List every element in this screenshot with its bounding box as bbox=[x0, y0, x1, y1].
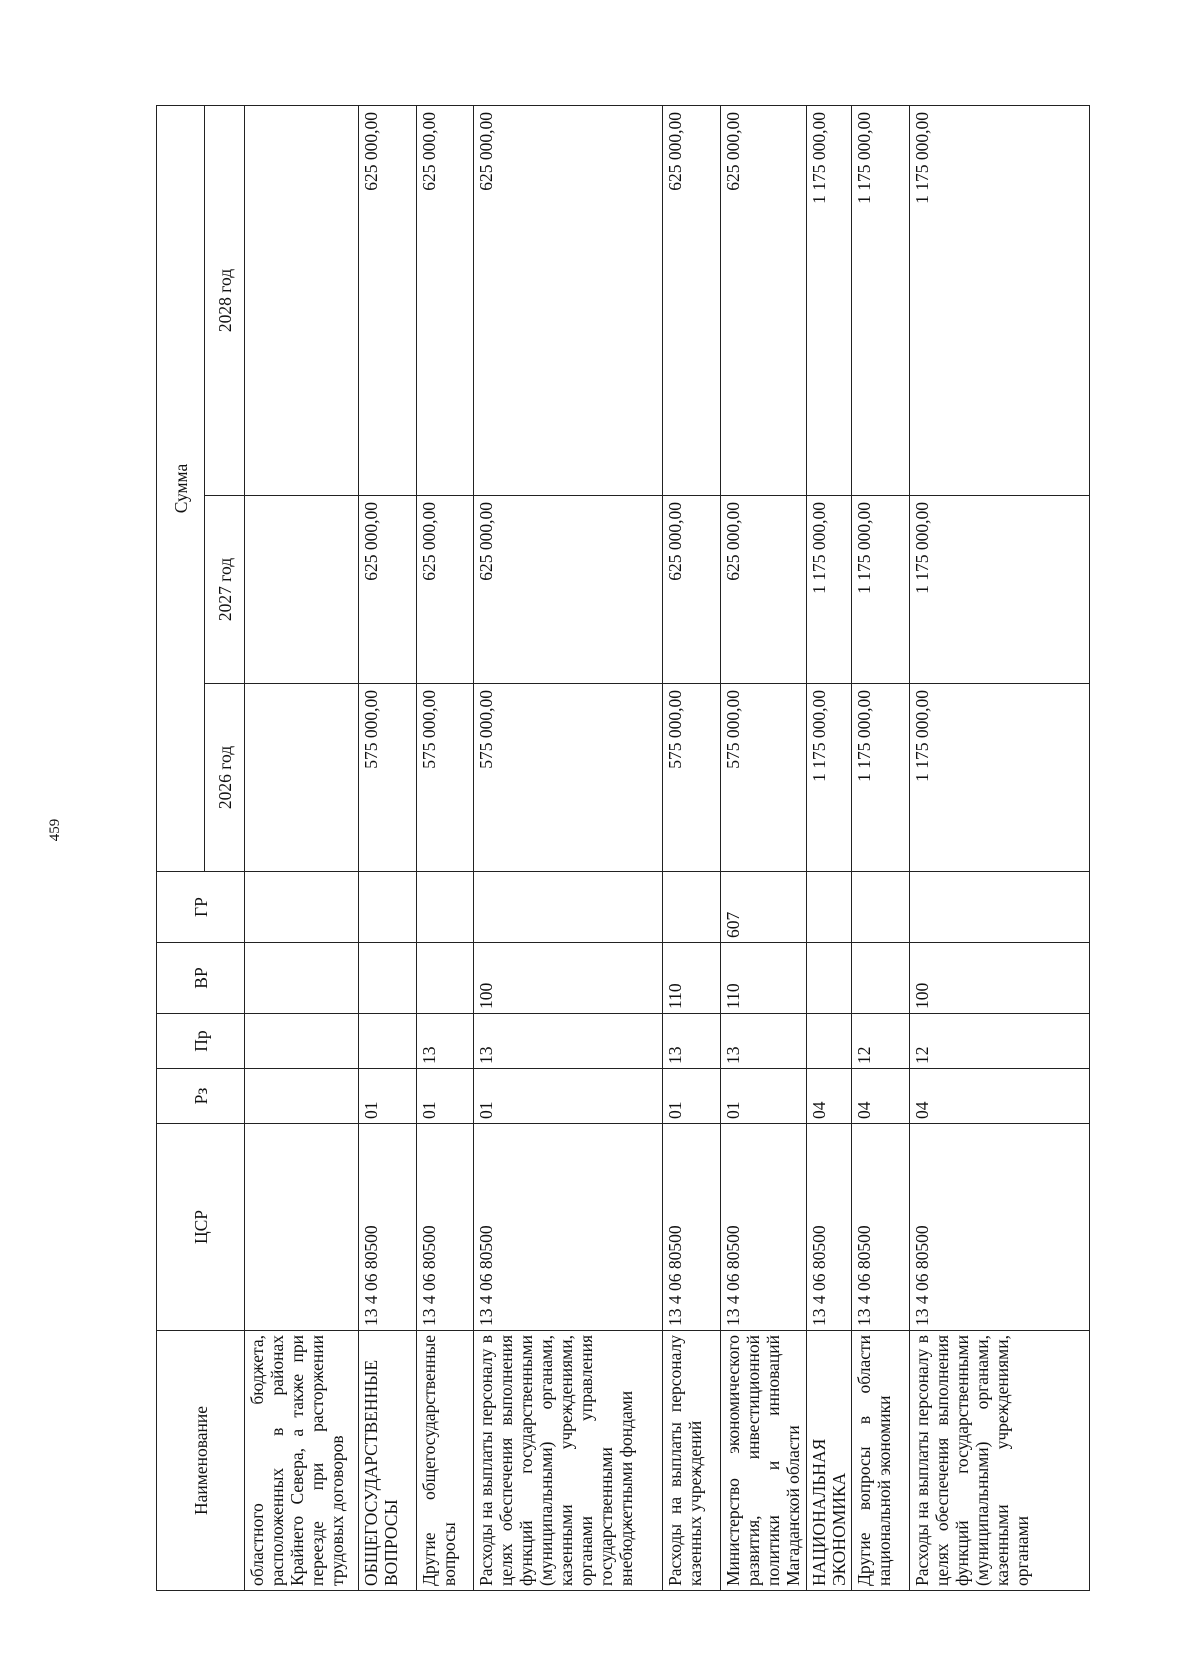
cell-name: Расходы на выплаты персоналу в целях обеспечения выполнения функций государственными (муниципальными) органами, казенными учреждениями, органами bbox=[910, 1331, 1090, 1591]
cell-vr bbox=[807, 943, 852, 1014]
cell-2028: 625 000,00 bbox=[663, 105, 721, 495]
cell-2027: 625 000,00 bbox=[663, 496, 721, 684]
cell-2027: 625 000,00 bbox=[474, 496, 663, 684]
cell-pr: 12 bbox=[852, 1014, 910, 1069]
cell-gr bbox=[359, 872, 417, 943]
cell-2027: 1 175 000,00 bbox=[852, 496, 910, 684]
header-rz: Рз bbox=[157, 1069, 245, 1124]
cell-2026: 575 000,00 bbox=[663, 684, 721, 872]
header-pr: Пр bbox=[157, 1014, 245, 1069]
cell-2028: 1 175 000,00 bbox=[852, 105, 910, 495]
header-sum: Сумма bbox=[157, 105, 205, 871]
cell-csr: 13 4 06 80500 bbox=[852, 1124, 910, 1331]
cell-name: Расходы на выплаты персоналу в целях обеспечения выполнения функций государственными (муниципальными) органами, казенными учреждениями, органами управления государственными внебюджетными фондами bbox=[474, 1331, 663, 1591]
cell-pr: 12 bbox=[910, 1014, 1090, 1069]
cell-2028: 625 000,00 bbox=[721, 105, 807, 495]
cell-vr bbox=[245, 943, 359, 1014]
cell-2027: 625 000,00 bbox=[417, 496, 474, 684]
cell-name: областного бюджета, расположенных в районах Крайнего Севера, а также при переезде при расторжении трудовых договоров bbox=[245, 1331, 359, 1591]
cell-2028: 1 175 000,00 bbox=[807, 105, 852, 495]
cell-gr bbox=[474, 872, 663, 943]
cell-gr bbox=[807, 872, 852, 943]
rotated-table-container bbox=[156, 106, 1165, 1591]
cell-csr: 13 4 06 80500 bbox=[417, 1124, 474, 1331]
cell-rz: 04 bbox=[910, 1069, 1090, 1124]
cell-name: Другие общегосударственные вопросы bbox=[417, 1331, 474, 1591]
cell-vr: 100 bbox=[474, 943, 663, 1014]
header-csr: ЦСР bbox=[157, 1124, 245, 1331]
cell-2028 bbox=[245, 105, 359, 495]
cell-2027 bbox=[245, 496, 359, 684]
cell-2026: 1 175 000,00 bbox=[807, 684, 852, 872]
cell-csr: 13 4 06 80500 bbox=[910, 1124, 1090, 1331]
cell-2028: 625 000,00 bbox=[359, 105, 417, 495]
header-vr: ВР bbox=[157, 943, 245, 1014]
table-row bbox=[474, 105, 663, 1590]
cell-csr: 13 4 06 80500 bbox=[807, 1124, 852, 1331]
cell-csr: 13 4 06 80500 bbox=[359, 1124, 417, 1331]
cell-2028: 625 000,00 bbox=[417, 105, 474, 495]
cell-name: НАЦИОНАЛЬНАЯ ЭКОНОМИКА bbox=[807, 1331, 852, 1591]
cell-vr: 100 bbox=[910, 943, 1090, 1014]
cell-rz: 04 bbox=[852, 1069, 910, 1124]
cell-pr: 13 bbox=[663, 1014, 721, 1069]
cell-pr: 13 bbox=[417, 1014, 474, 1069]
cell-rz: 01 bbox=[474, 1069, 663, 1124]
table-body bbox=[245, 105, 1090, 1590]
cell-csr: 13 4 06 80500 bbox=[663, 1124, 721, 1331]
cell-rz: 01 bbox=[663, 1069, 721, 1124]
cell-csr: 13 4 06 80500 bbox=[721, 1124, 807, 1331]
cell-gr: 607 bbox=[721, 872, 807, 943]
cell-vr: 110 bbox=[663, 943, 721, 1014]
cell-rz: 04 bbox=[807, 1069, 852, 1124]
cell-2026: 575 000,00 bbox=[474, 684, 663, 872]
table-row bbox=[852, 105, 910, 1590]
cell-pr: 13 bbox=[474, 1014, 663, 1069]
header-year-2028: 2028 год bbox=[205, 105, 245, 495]
cell-2027: 1 175 000,00 bbox=[807, 496, 852, 684]
header-year-2027: 2027 год bbox=[205, 496, 245, 684]
cell-2026: 575 000,00 bbox=[417, 684, 474, 872]
cell-rz: 01 bbox=[417, 1069, 474, 1124]
cell-2026 bbox=[245, 684, 359, 872]
cell-rz: 01 bbox=[359, 1069, 417, 1124]
cell-gr bbox=[663, 872, 721, 943]
cell-pr bbox=[807, 1014, 852, 1069]
cell-2027: 625 000,00 bbox=[359, 496, 417, 684]
page-number: 459 bbox=[47, 818, 63, 842]
cell-name: Другие вопросы в области национальной экономики bbox=[852, 1331, 910, 1591]
table-row bbox=[417, 105, 474, 1590]
cell-pr bbox=[359, 1014, 417, 1069]
cell-csr: 13 4 06 80500 bbox=[474, 1124, 663, 1331]
cell-gr bbox=[910, 872, 1090, 943]
budget-table-sheet bbox=[156, 106, 1200, 1586]
cell-rz: 01 bbox=[721, 1069, 807, 1124]
budget-table bbox=[156, 105, 1090, 1591]
cell-vr bbox=[852, 943, 910, 1014]
cell-gr bbox=[852, 872, 910, 943]
cell-gr bbox=[245, 872, 359, 943]
cell-vr bbox=[359, 943, 417, 1014]
table-row bbox=[721, 105, 807, 1590]
table-row bbox=[807, 105, 852, 1590]
cell-name: Министерство экономического развития, инвестиционной политики и инноваций Магаданской области bbox=[721, 1331, 807, 1591]
cell-2026: 575 000,00 bbox=[721, 684, 807, 872]
cell-name: ОБЩЕГОСУДАРСТВЕННЫЕ ВОПРОСЫ bbox=[359, 1331, 417, 1591]
header-gr: ГР bbox=[157, 872, 245, 943]
header-year-2026: 2026 год bbox=[205, 684, 245, 872]
table-row bbox=[359, 105, 417, 1590]
cell-vr bbox=[417, 943, 474, 1014]
table-row bbox=[663, 105, 721, 1590]
cell-pr bbox=[245, 1014, 359, 1069]
cell-2026: 1 175 000,00 bbox=[852, 684, 910, 872]
cell-2028: 625 000,00 bbox=[474, 105, 663, 495]
cell-2026: 1 175 000,00 bbox=[910, 684, 1090, 872]
cell-2027: 1 175 000,00 bbox=[910, 496, 1090, 684]
cell-pr: 13 bbox=[721, 1014, 807, 1069]
header-name: Наименование bbox=[157, 1331, 245, 1591]
cell-name: Расходы на выплаты персоналу казенных учреждений bbox=[663, 1331, 721, 1591]
cell-2026: 575 000,00 bbox=[359, 684, 417, 872]
table-row bbox=[910, 105, 1090, 1590]
cell-csr bbox=[245, 1124, 359, 1331]
cell-rz bbox=[245, 1069, 359, 1124]
cell-gr bbox=[417, 872, 474, 943]
table-row bbox=[245, 105, 359, 1590]
cell-2028: 1 175 000,00 bbox=[910, 105, 1090, 495]
cell-vr: 110 bbox=[721, 943, 807, 1014]
cell-2027: 625 000,00 bbox=[721, 496, 807, 684]
